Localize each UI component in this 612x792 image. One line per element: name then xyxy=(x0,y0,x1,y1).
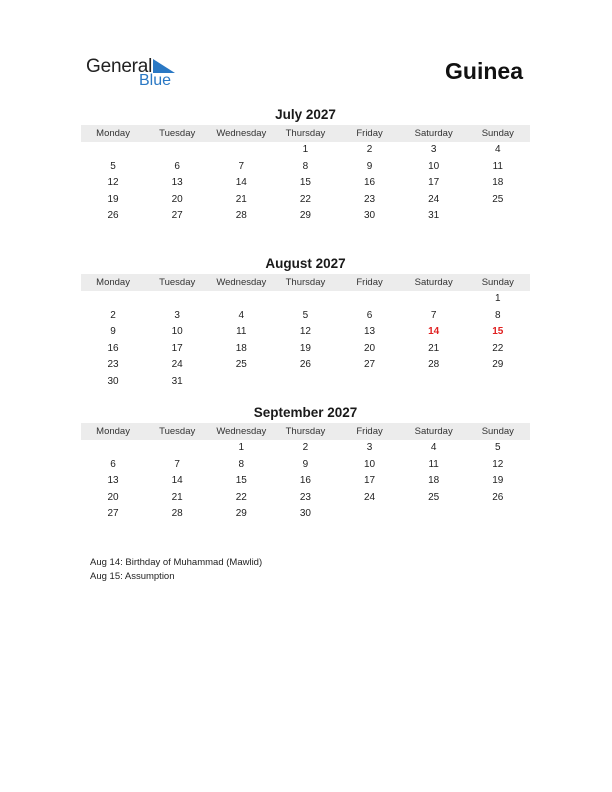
week-row xyxy=(81,473,530,490)
logo-text-blue: Blue xyxy=(139,72,172,89)
day-cell: 9 xyxy=(110,326,116,338)
weekday-header: Tuesday xyxy=(159,128,196,139)
holiday-notes xyxy=(90,556,262,584)
day-cell: 18 xyxy=(235,342,247,354)
weekday-header: Thursday xyxy=(285,277,326,288)
holiday-day-cell: 15 xyxy=(492,326,504,338)
day-cell: 12 xyxy=(107,177,119,189)
day-cell: 5 xyxy=(495,442,501,453)
weekday-header: Friday xyxy=(356,128,383,139)
day-cell: 16 xyxy=(299,475,311,487)
day-cell: 6 xyxy=(110,458,116,470)
day-cell: 8 xyxy=(495,309,501,321)
weekday-header: Saturday xyxy=(414,128,453,139)
day-cell: 20 xyxy=(171,193,183,205)
month-block xyxy=(81,404,530,523)
day-cell: 25 xyxy=(235,359,247,371)
day-cell: 27 xyxy=(171,210,183,222)
logo-triangle-icon xyxy=(153,59,175,73)
day-cell: 16 xyxy=(364,177,376,189)
day-cell: 19 xyxy=(492,475,504,487)
day-cell: 14 xyxy=(171,475,183,487)
day-cell: 4 xyxy=(238,309,245,321)
day-cell: 11 xyxy=(236,326,247,338)
weekday-header: Saturday xyxy=(414,277,453,288)
week-row xyxy=(81,291,530,308)
day-cell: 3 xyxy=(430,144,437,155)
weekday-header: Thursday xyxy=(285,128,326,139)
empty-day-cell xyxy=(273,291,337,308)
weeks-container xyxy=(81,440,530,523)
day-cell: 29 xyxy=(299,210,311,222)
empty-day-cell xyxy=(145,142,209,159)
day-cell: 30 xyxy=(299,508,311,520)
day-cell: 29 xyxy=(492,359,504,371)
day-cell: 1 xyxy=(238,442,245,453)
day-cell: 8 xyxy=(302,160,309,172)
week-row xyxy=(81,208,530,225)
day-cell: 25 xyxy=(492,193,504,205)
empty-day-cell xyxy=(338,291,402,308)
month-block xyxy=(81,255,530,391)
day-cell: 4 xyxy=(495,144,501,155)
day-cell: 2 xyxy=(302,442,309,453)
empty-day-cell xyxy=(81,440,145,457)
day-cell: 10 xyxy=(171,326,183,338)
empty-day-cell xyxy=(81,291,145,308)
day-cell: 13 xyxy=(171,177,183,189)
day-cell: 22 xyxy=(492,342,504,354)
weekday-header: Sunday xyxy=(481,277,514,288)
empty-day-cell xyxy=(209,142,273,159)
generalblue-logo xyxy=(86,56,186,92)
weekday-header: Sunday xyxy=(481,128,514,139)
week-row xyxy=(81,341,530,358)
holiday-note: Aug 14: Birthday of Muhammad (Mawlid) xyxy=(90,557,263,568)
day-cell: 10 xyxy=(428,160,440,172)
day-cell: 2 xyxy=(366,144,373,155)
logo-text-general: General xyxy=(86,56,153,77)
day-cell: 12 xyxy=(299,326,311,338)
week-row xyxy=(81,142,530,159)
week-row xyxy=(81,440,530,457)
day-cell: 7 xyxy=(238,160,245,172)
week-row xyxy=(81,357,530,374)
weeks-container xyxy=(81,291,530,391)
week-row xyxy=(81,457,530,474)
day-cell: 26 xyxy=(492,491,504,503)
day-cell: 16 xyxy=(107,342,119,354)
day-cell: 31 xyxy=(428,210,440,222)
weekday-header: Wednesday xyxy=(216,426,267,437)
day-cell: 15 xyxy=(299,177,311,189)
day-cell: 17 xyxy=(171,342,183,354)
week-row xyxy=(81,506,530,523)
day-cell: 22 xyxy=(299,193,311,205)
empty-day-cell xyxy=(81,142,145,159)
week-row xyxy=(81,192,530,209)
weekday-header: Monday xyxy=(96,277,130,288)
day-cell: 6 xyxy=(174,160,180,172)
month-title: August 2027 xyxy=(265,256,346,271)
day-cell: 19 xyxy=(299,342,311,354)
weekday-header: Saturday xyxy=(414,426,453,437)
day-cell: 2 xyxy=(110,309,116,321)
day-cell: 17 xyxy=(364,475,376,487)
empty-day-cell xyxy=(402,506,466,523)
empty-day-cell xyxy=(145,440,209,457)
day-cell: 24 xyxy=(364,491,376,503)
empty-day-cell xyxy=(209,374,273,391)
weekday-header: Tuesday xyxy=(159,426,196,437)
weekday-header-row xyxy=(81,274,530,291)
day-cell: 26 xyxy=(107,210,119,222)
day-cell: 5 xyxy=(302,309,309,321)
day-cell: 23 xyxy=(107,359,119,371)
day-cell: 20 xyxy=(107,491,119,503)
day-cell: 31 xyxy=(171,375,183,387)
empty-day-cell xyxy=(402,374,466,391)
day-cell: 24 xyxy=(171,359,183,371)
weeks-container xyxy=(81,142,530,225)
day-cell: 27 xyxy=(364,359,376,371)
day-cell: 20 xyxy=(364,342,376,354)
day-cell: 3 xyxy=(174,309,180,321)
day-cell: 21 xyxy=(235,193,247,205)
day-cell: 30 xyxy=(364,210,376,222)
empty-day-cell xyxy=(273,374,337,391)
empty-day-cell xyxy=(466,506,530,523)
day-cell: 11 xyxy=(428,458,439,470)
day-cell: 23 xyxy=(364,193,376,205)
day-cell: 1 xyxy=(302,144,309,155)
weekday-header-row xyxy=(81,125,530,142)
empty-day-cell xyxy=(338,374,402,391)
holiday-day-cell: 14 xyxy=(428,326,440,338)
day-cell: 12 xyxy=(492,458,504,470)
day-cell: 7 xyxy=(430,309,437,321)
week-row xyxy=(81,490,530,507)
month-block xyxy=(81,106,530,225)
day-cell: 9 xyxy=(366,160,373,172)
weekday-header: Thursday xyxy=(285,426,326,437)
day-cell: 19 xyxy=(107,193,119,205)
day-cell: 18 xyxy=(428,475,440,487)
weekday-header: Sunday xyxy=(481,426,514,437)
weekday-header: Monday xyxy=(96,128,130,139)
empty-day-cell xyxy=(402,291,466,308)
day-cell: 30 xyxy=(107,375,119,387)
empty-day-cell xyxy=(466,374,530,391)
day-cell: 28 xyxy=(171,508,183,520)
day-cell: 1 xyxy=(495,293,501,304)
week-row xyxy=(81,374,530,391)
weekday-header: Wednesday xyxy=(216,277,267,288)
weekday-header-row xyxy=(81,423,530,440)
day-cell: 27 xyxy=(107,508,119,520)
weekday-header: Friday xyxy=(356,426,383,437)
weekday-header: Friday xyxy=(356,277,383,288)
day-cell: 9 xyxy=(302,458,309,470)
weekday-header: Monday xyxy=(96,426,130,437)
week-row xyxy=(81,175,530,192)
day-cell: 7 xyxy=(174,458,180,470)
day-cell: 8 xyxy=(238,458,245,470)
day-cell: 21 xyxy=(171,491,183,503)
empty-day-cell xyxy=(209,291,273,308)
day-cell: 23 xyxy=(299,491,311,503)
empty-day-cell xyxy=(145,291,209,308)
country-title: Guinea xyxy=(445,58,523,84)
day-cell: 29 xyxy=(235,508,247,520)
day-cell: 24 xyxy=(428,193,440,205)
day-cell: 3 xyxy=(366,442,373,453)
day-cell: 13 xyxy=(364,326,376,338)
day-cell: 25 xyxy=(428,491,440,503)
day-cell: 21 xyxy=(428,342,440,354)
empty-day-cell xyxy=(466,208,530,225)
day-cell: 11 xyxy=(492,160,503,172)
day-cell: 17 xyxy=(428,177,440,189)
day-cell: 4 xyxy=(430,442,437,453)
day-cell: 22 xyxy=(235,491,247,503)
day-cell: 10 xyxy=(364,458,376,470)
week-row xyxy=(81,159,530,176)
week-row xyxy=(81,324,530,341)
month-title: July 2027 xyxy=(275,107,336,122)
day-cell: 15 xyxy=(235,475,247,487)
day-cell: 5 xyxy=(110,160,116,172)
week-row xyxy=(81,308,530,325)
day-cell: 14 xyxy=(235,177,247,189)
weekday-header: Tuesday xyxy=(159,277,196,288)
day-cell: 28 xyxy=(428,359,440,371)
day-cell: 28 xyxy=(235,210,247,222)
weekday-header: Wednesday xyxy=(216,128,267,139)
day-cell: 26 xyxy=(299,359,311,371)
holiday-note: Aug 15: Assumption xyxy=(90,571,175,582)
day-cell: 13 xyxy=(107,475,119,487)
day-cell: 18 xyxy=(492,177,504,189)
month-title: September 2027 xyxy=(253,405,358,420)
empty-day-cell xyxy=(338,506,402,523)
day-cell: 6 xyxy=(366,309,373,321)
